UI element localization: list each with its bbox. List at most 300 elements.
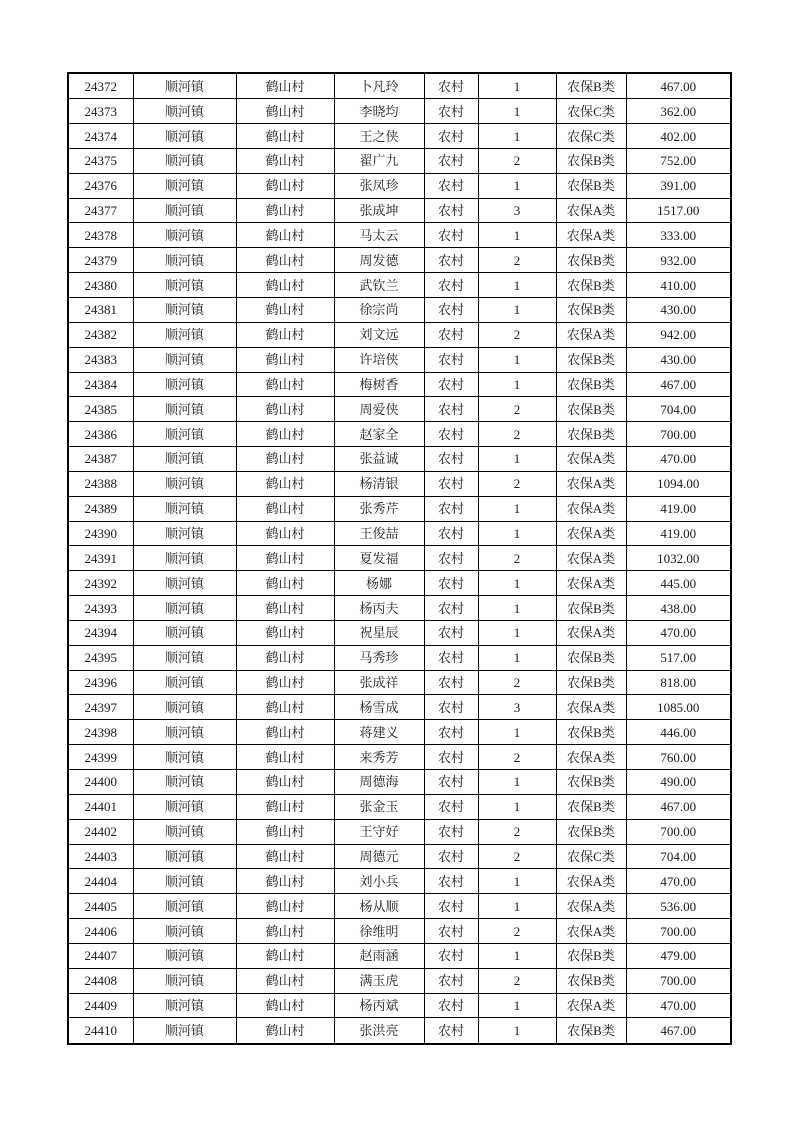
cell-village: 鹤山村 <box>236 844 334 869</box>
cell-town: 顺河镇 <box>133 372 236 397</box>
table-row <box>68 1018 731 1044</box>
table-row <box>68 770 731 795</box>
cell-serial-number: 24406 <box>68 919 133 944</box>
cell-town: 顺河镇 <box>133 422 236 447</box>
table-row <box>68 297 731 322</box>
cell-village: 鹤山村 <box>236 124 334 149</box>
cell-serial-number: 24375 <box>68 148 133 173</box>
table-row <box>68 198 731 223</box>
cell-serial-number: 24391 <box>68 546 133 571</box>
cell-amount: 700.00 <box>626 819 731 844</box>
cell-village: 鹤山村 <box>236 596 334 621</box>
cell-person-count: 1 <box>478 794 556 819</box>
cell-person-count: 1 <box>478 645 556 670</box>
cell-town: 顺河镇 <box>133 695 236 720</box>
cell-person-name: 张洪亮 <box>334 1018 424 1044</box>
table-row <box>68 223 731 248</box>
cell-residence-type: 农村 <box>424 894 478 919</box>
table-row <box>68 869 731 894</box>
cell-town: 顺河镇 <box>133 471 236 496</box>
cell-town: 顺河镇 <box>133 73 236 99</box>
cell-person-name: 赵雨涵 <box>334 943 424 968</box>
cell-town: 顺河镇 <box>133 148 236 173</box>
cell-village: 鹤山村 <box>236 720 334 745</box>
cell-serial-number: 24379 <box>68 248 133 273</box>
cell-serial-number: 24398 <box>68 720 133 745</box>
cell-serial-number: 24387 <box>68 447 133 472</box>
cell-insurance-category: 农保B类 <box>556 720 626 745</box>
table-row <box>68 347 731 372</box>
cell-residence-type: 农村 <box>424 720 478 745</box>
cell-town: 顺河镇 <box>133 745 236 770</box>
cell-person-count: 1 <box>478 372 556 397</box>
table-row <box>68 546 731 571</box>
cell-serial-number: 24374 <box>68 124 133 149</box>
cell-person-count: 1 <box>478 1018 556 1044</box>
cell-person-count: 1 <box>478 173 556 198</box>
table-row <box>68 794 731 819</box>
cell-amount: 445.00 <box>626 571 731 596</box>
cell-serial-number: 24389 <box>68 496 133 521</box>
cell-residence-type: 农村 <box>424 670 478 695</box>
cell-amount: 419.00 <box>626 496 731 521</box>
cell-person-count: 1 <box>478 496 556 521</box>
cell-person-name: 周爱侠 <box>334 397 424 422</box>
cell-person-name: 卜凡玲 <box>334 73 424 99</box>
cell-amount: 467.00 <box>626 73 731 99</box>
cell-insurance-category: 农保A类 <box>556 322 626 347</box>
cell-insurance-category: 农保A类 <box>556 620 626 645</box>
cell-insurance-category: 农保A类 <box>556 695 626 720</box>
table-row <box>68 99 731 124</box>
cell-serial-number: 24409 <box>68 993 133 1018</box>
cell-village: 鹤山村 <box>236 471 334 496</box>
cell-amount: 517.00 <box>626 645 731 670</box>
cell-person-name: 杨雪成 <box>334 695 424 720</box>
cell-residence-type: 农村 <box>424 99 478 124</box>
cell-person-name: 周发德 <box>334 248 424 273</box>
cell-amount: 362.00 <box>626 99 731 124</box>
table-row <box>68 571 731 596</box>
cell-village: 鹤山村 <box>236 894 334 919</box>
cell-town: 顺河镇 <box>133 521 236 546</box>
cell-village: 鹤山村 <box>236 73 334 99</box>
cell-town: 顺河镇 <box>133 819 236 844</box>
cell-insurance-category: 农保A类 <box>556 471 626 496</box>
cell-serial-number: 24410 <box>68 1018 133 1044</box>
cell-person-name: 张金玉 <box>334 794 424 819</box>
cell-town: 顺河镇 <box>133 720 236 745</box>
cell-residence-type: 农村 <box>424 869 478 894</box>
cell-person-name: 李晓均 <box>334 99 424 124</box>
cell-person-name: 杨丙夫 <box>334 596 424 621</box>
cell-person-count: 2 <box>478 745 556 770</box>
cell-town: 顺河镇 <box>133 943 236 968</box>
cell-residence-type: 农村 <box>424 223 478 248</box>
cell-serial-number: 24397 <box>68 695 133 720</box>
cell-person-name: 张秀芹 <box>334 496 424 521</box>
cell-residence-type: 农村 <box>424 73 478 99</box>
cell-town: 顺河镇 <box>133 596 236 621</box>
table-row <box>68 720 731 745</box>
cell-residence-type: 农村 <box>424 397 478 422</box>
cell-town: 顺河镇 <box>133 248 236 273</box>
table-row <box>68 124 731 149</box>
cell-person-count: 1 <box>478 770 556 795</box>
cell-person-count: 2 <box>478 148 556 173</box>
cell-residence-type: 农村 <box>424 471 478 496</box>
cell-residence-type: 农村 <box>424 148 478 173</box>
cell-town: 顺河镇 <box>133 993 236 1018</box>
cell-amount: 470.00 <box>626 993 731 1018</box>
cell-insurance-category: 农保A类 <box>556 546 626 571</box>
cell-amount: 942.00 <box>626 322 731 347</box>
cell-serial-number: 24372 <box>68 73 133 99</box>
cell-serial-number: 24400 <box>68 770 133 795</box>
cell-insurance-category: 农保A类 <box>556 496 626 521</box>
cell-person-count: 2 <box>478 322 556 347</box>
cell-person-name: 张成坤 <box>334 198 424 223</box>
cell-residence-type: 农村 <box>424 620 478 645</box>
cell-person-count: 2 <box>478 422 556 447</box>
cell-person-name: 马太云 <box>334 223 424 248</box>
cell-person-count: 3 <box>478 695 556 720</box>
cell-residence-type: 农村 <box>424 273 478 298</box>
cell-serial-number: 24405 <box>68 894 133 919</box>
cell-residence-type: 农村 <box>424 248 478 273</box>
cell-village: 鹤山村 <box>236 198 334 223</box>
table-row <box>68 372 731 397</box>
cell-serial-number: 24402 <box>68 819 133 844</box>
cell-amount: 467.00 <box>626 794 731 819</box>
cell-person-name: 徐维明 <box>334 919 424 944</box>
cell-amount: 470.00 <box>626 447 731 472</box>
cell-residence-type: 农村 <box>424 372 478 397</box>
cell-town: 顺河镇 <box>133 99 236 124</box>
insurance-roster-table <box>67 72 732 1045</box>
cell-amount: 818.00 <box>626 670 731 695</box>
cell-serial-number: 24383 <box>68 347 133 372</box>
cell-person-name: 梅树香 <box>334 372 424 397</box>
cell-person-name: 蒋建义 <box>334 720 424 745</box>
table-row <box>68 73 731 99</box>
cell-town: 顺河镇 <box>133 794 236 819</box>
cell-amount: 467.00 <box>626 372 731 397</box>
table-row <box>68 745 731 770</box>
cell-person-count: 2 <box>478 844 556 869</box>
cell-town: 顺河镇 <box>133 919 236 944</box>
table-row <box>68 422 731 447</box>
cell-person-count: 1 <box>478 99 556 124</box>
cell-village: 鹤山村 <box>236 571 334 596</box>
cell-amount: 704.00 <box>626 844 731 869</box>
cell-person-name: 马秀珍 <box>334 645 424 670</box>
table-row <box>68 919 731 944</box>
cell-insurance-category: 农保C类 <box>556 124 626 149</box>
cell-insurance-category: 农保A类 <box>556 198 626 223</box>
cell-amount: 391.00 <box>626 173 731 198</box>
cell-amount: 479.00 <box>626 943 731 968</box>
cell-amount: 1032.00 <box>626 546 731 571</box>
cell-amount: 760.00 <box>626 745 731 770</box>
cell-insurance-category: 农保A类 <box>556 447 626 472</box>
cell-serial-number: 24382 <box>68 322 133 347</box>
cell-amount: 700.00 <box>626 968 731 993</box>
cell-amount: 1085.00 <box>626 695 731 720</box>
cell-amount: 490.00 <box>626 770 731 795</box>
cell-village: 鹤山村 <box>236 173 334 198</box>
cell-person-count: 1 <box>478 720 556 745</box>
cell-village: 鹤山村 <box>236 670 334 695</box>
cell-insurance-category: 农保C类 <box>556 99 626 124</box>
cell-serial-number: 24384 <box>68 372 133 397</box>
cell-serial-number: 24380 <box>68 273 133 298</box>
cell-person-name: 祝星辰 <box>334 620 424 645</box>
cell-residence-type: 农村 <box>424 571 478 596</box>
cell-village: 鹤山村 <box>236 869 334 894</box>
cell-person-count: 2 <box>478 546 556 571</box>
cell-town: 顺河镇 <box>133 198 236 223</box>
cell-town: 顺河镇 <box>133 770 236 795</box>
cell-residence-type: 农村 <box>424 496 478 521</box>
cell-town: 顺河镇 <box>133 645 236 670</box>
cell-residence-type: 农村 <box>424 943 478 968</box>
cell-insurance-category: 农保B类 <box>556 670 626 695</box>
cell-residence-type: 农村 <box>424 422 478 447</box>
table-row <box>68 273 731 298</box>
cell-serial-number: 24388 <box>68 471 133 496</box>
cell-serial-number: 24396 <box>68 670 133 695</box>
cell-person-name: 夏发福 <box>334 546 424 571</box>
cell-serial-number: 24408 <box>68 968 133 993</box>
cell-amount: 402.00 <box>626 124 731 149</box>
table-row <box>68 397 731 422</box>
cell-person-name: 王俊喆 <box>334 521 424 546</box>
cell-village: 鹤山村 <box>236 447 334 472</box>
cell-town: 顺河镇 <box>133 571 236 596</box>
cell-serial-number: 24378 <box>68 223 133 248</box>
cell-residence-type: 农村 <box>424 447 478 472</box>
cell-residence-type: 农村 <box>424 521 478 546</box>
cell-village: 鹤山村 <box>236 770 334 795</box>
cell-town: 顺河镇 <box>133 670 236 695</box>
cell-amount: 410.00 <box>626 273 731 298</box>
cell-residence-type: 农村 <box>424 596 478 621</box>
cell-insurance-category: 农保B类 <box>556 819 626 844</box>
cell-amount: 430.00 <box>626 347 731 372</box>
table-row <box>68 471 731 496</box>
table-row <box>68 447 731 472</box>
cell-person-name: 翟广九 <box>334 148 424 173</box>
cell-serial-number: 24393 <box>68 596 133 621</box>
cell-person-name: 刘小兵 <box>334 869 424 894</box>
cell-residence-type: 农村 <box>424 819 478 844</box>
cell-town: 顺河镇 <box>133 968 236 993</box>
cell-insurance-category: 农保A类 <box>556 571 626 596</box>
cell-insurance-category: 农保A类 <box>556 745 626 770</box>
cell-amount: 1517.00 <box>626 198 731 223</box>
table-row <box>68 322 731 347</box>
cell-amount: 419.00 <box>626 521 731 546</box>
cell-village: 鹤山村 <box>236 521 334 546</box>
cell-village: 鹤山村 <box>236 819 334 844</box>
cell-serial-number: 24407 <box>68 943 133 968</box>
cell-person-name: 徐宗尚 <box>334 297 424 322</box>
cell-village: 鹤山村 <box>236 993 334 1018</box>
cell-person-name: 满玉虎 <box>334 968 424 993</box>
cell-serial-number: 24373 <box>68 99 133 124</box>
cell-town: 顺河镇 <box>133 297 236 322</box>
cell-insurance-category: 农保A类 <box>556 869 626 894</box>
cell-town: 顺河镇 <box>133 173 236 198</box>
cell-serial-number: 24395 <box>68 645 133 670</box>
cell-residence-type: 农村 <box>424 695 478 720</box>
cell-insurance-category: 农保A类 <box>556 521 626 546</box>
cell-residence-type: 农村 <box>424 993 478 1018</box>
cell-person-name: 王之侠 <box>334 124 424 149</box>
cell-person-count: 2 <box>478 471 556 496</box>
table-row <box>68 620 731 645</box>
cell-serial-number: 24376 <box>68 173 133 198</box>
cell-person-count: 1 <box>478 596 556 621</box>
cell-person-name: 武钦兰 <box>334 273 424 298</box>
cell-person-count: 2 <box>478 248 556 273</box>
cell-insurance-category: 农保A类 <box>556 993 626 1018</box>
cell-insurance-category: 农保B类 <box>556 1018 626 1044</box>
table-row <box>68 670 731 695</box>
cell-village: 鹤山村 <box>236 943 334 968</box>
cell-village: 鹤山村 <box>236 148 334 173</box>
cell-amount: 333.00 <box>626 223 731 248</box>
cell-person-count: 1 <box>478 447 556 472</box>
cell-residence-type: 农村 <box>424 124 478 149</box>
cell-person-name: 周德海 <box>334 770 424 795</box>
cell-insurance-category: 农保B类 <box>556 422 626 447</box>
cell-residence-type: 农村 <box>424 919 478 944</box>
cell-amount: 704.00 <box>626 397 731 422</box>
cell-person-count: 1 <box>478 273 556 298</box>
cell-town: 顺河镇 <box>133 1018 236 1044</box>
cell-village: 鹤山村 <box>236 397 334 422</box>
cell-town: 顺河镇 <box>133 322 236 347</box>
cell-insurance-category: 农保B类 <box>556 596 626 621</box>
cell-village: 鹤山村 <box>236 546 334 571</box>
cell-village: 鹤山村 <box>236 794 334 819</box>
cell-serial-number: 24390 <box>68 521 133 546</box>
cell-person-name: 张凤珍 <box>334 173 424 198</box>
cell-village: 鹤山村 <box>236 297 334 322</box>
cell-person-count: 1 <box>478 620 556 645</box>
table-row <box>68 521 731 546</box>
cell-residence-type: 农村 <box>424 794 478 819</box>
cell-residence-type: 农村 <box>424 645 478 670</box>
cell-person-count: 1 <box>478 993 556 1018</box>
cell-amount: 700.00 <box>626 422 731 447</box>
cell-person-count: 2 <box>478 397 556 422</box>
table-row <box>68 496 731 521</box>
cell-village: 鹤山村 <box>236 322 334 347</box>
cell-village: 鹤山村 <box>236 645 334 670</box>
table-row <box>68 819 731 844</box>
cell-serial-number: 24403 <box>68 844 133 869</box>
cell-town: 顺河镇 <box>133 546 236 571</box>
cell-town: 顺河镇 <box>133 397 236 422</box>
cell-insurance-category: 农保B类 <box>556 968 626 993</box>
cell-amount: 536.00 <box>626 894 731 919</box>
cell-person-name: 杨清银 <box>334 471 424 496</box>
cell-residence-type: 农村 <box>424 770 478 795</box>
cell-amount: 1094.00 <box>626 471 731 496</box>
cell-insurance-category: 农保B类 <box>556 794 626 819</box>
cell-insurance-category: 农保B类 <box>556 73 626 99</box>
cell-town: 顺河镇 <box>133 447 236 472</box>
cell-town: 顺河镇 <box>133 347 236 372</box>
cell-person-count: 2 <box>478 670 556 695</box>
cell-residence-type: 农村 <box>424 844 478 869</box>
cell-village: 鹤山村 <box>236 745 334 770</box>
cell-residence-type: 农村 <box>424 173 478 198</box>
cell-insurance-category: 农保A类 <box>556 894 626 919</box>
table-row <box>68 844 731 869</box>
cell-person-name: 杨从顺 <box>334 894 424 919</box>
cell-person-count: 1 <box>478 894 556 919</box>
cell-serial-number: 24392 <box>68 571 133 596</box>
cell-insurance-category: 农保B类 <box>556 943 626 968</box>
cell-amount: 470.00 <box>626 620 731 645</box>
cell-residence-type: 农村 <box>424 546 478 571</box>
cell-person-count: 1 <box>478 347 556 372</box>
cell-town: 顺河镇 <box>133 273 236 298</box>
cell-serial-number: 24386 <box>68 422 133 447</box>
cell-insurance-category: 农保B类 <box>556 148 626 173</box>
cell-person-count: 2 <box>478 819 556 844</box>
cell-person-count: 1 <box>478 124 556 149</box>
cell-village: 鹤山村 <box>236 919 334 944</box>
cell-person-name: 赵家全 <box>334 422 424 447</box>
cell-insurance-category: 农保B类 <box>556 372 626 397</box>
cell-residence-type: 农村 <box>424 745 478 770</box>
cell-serial-number: 24385 <box>68 397 133 422</box>
cell-amount: 470.00 <box>626 869 731 894</box>
table-row <box>68 148 731 173</box>
cell-person-name: 杨娜 <box>334 571 424 596</box>
cell-village: 鹤山村 <box>236 372 334 397</box>
cell-serial-number: 24404 <box>68 869 133 894</box>
cell-insurance-category: 农保B类 <box>556 347 626 372</box>
cell-residence-type: 农村 <box>424 968 478 993</box>
cell-person-name: 张益诚 <box>334 447 424 472</box>
cell-town: 顺河镇 <box>133 223 236 248</box>
cell-insurance-category: 农保B类 <box>556 770 626 795</box>
cell-person-name: 王守好 <box>334 819 424 844</box>
table-row <box>68 695 731 720</box>
cell-person-name: 杨丙斌 <box>334 993 424 1018</box>
cell-person-count: 2 <box>478 968 556 993</box>
cell-person-count: 2 <box>478 919 556 944</box>
cell-insurance-category: 农保B类 <box>556 273 626 298</box>
cell-amount: 700.00 <box>626 919 731 944</box>
cell-village: 鹤山村 <box>236 223 334 248</box>
cell-insurance-category: 农保C类 <box>556 844 626 869</box>
cell-residence-type: 农村 <box>424 297 478 322</box>
table-row <box>68 645 731 670</box>
cell-village: 鹤山村 <box>236 347 334 372</box>
cell-person-name: 许培侠 <box>334 347 424 372</box>
table-body <box>68 73 731 1044</box>
cell-village: 鹤山村 <box>236 248 334 273</box>
cell-town: 顺河镇 <box>133 496 236 521</box>
cell-village: 鹤山村 <box>236 620 334 645</box>
